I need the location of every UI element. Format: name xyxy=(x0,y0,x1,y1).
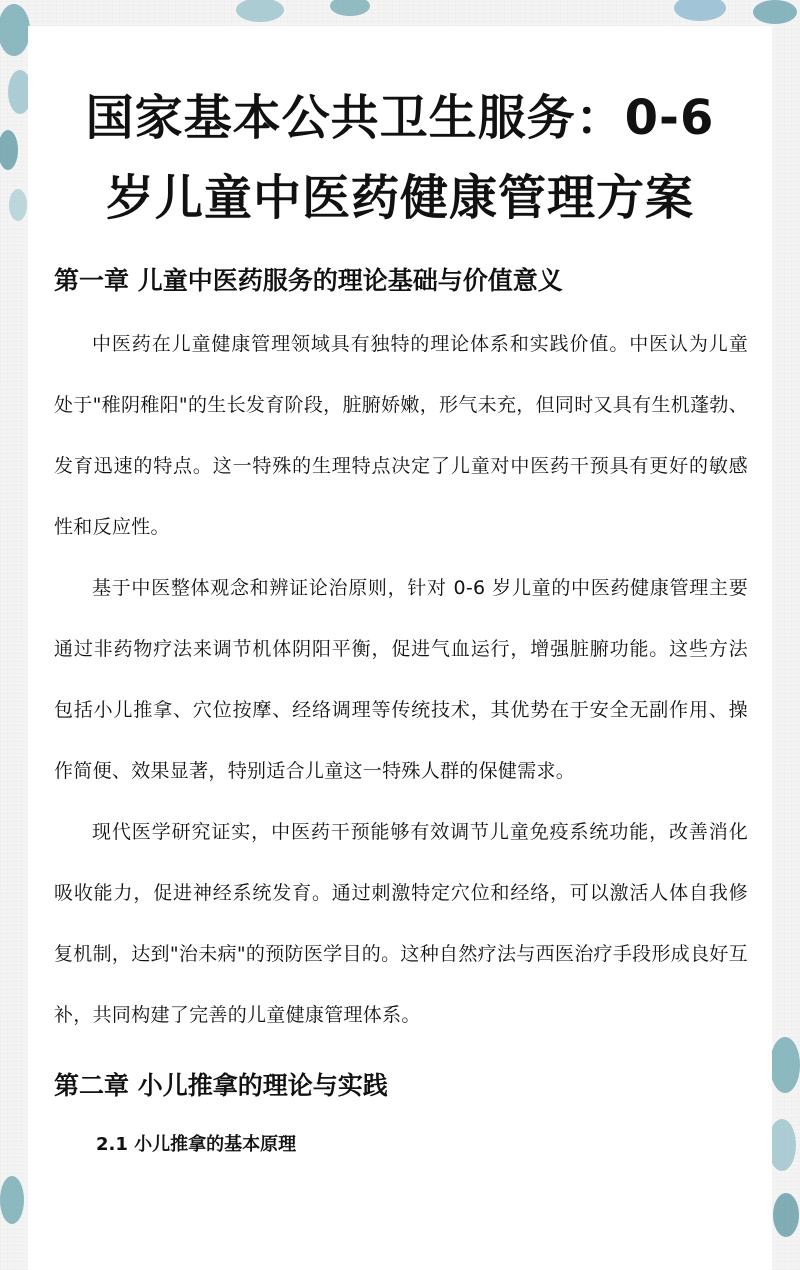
document-title-line-1: 国家基本公共卫生服务：0-6 xyxy=(85,90,715,146)
chapter-1-paragraph-1: 中医药在儿童健康管理领域具有独特的理论体系和实践价值。中医认为儿童处于"稚阴稚阳"的生长发育阶段，脏腑娇嫩，形气未充，但同时又具有生机蓬勃、发育迅速的特点。这一特殊的生理特点决定了儿童对中医药干预具有更好的敏感性和反应性。 xyxy=(54,333,748,538)
chapter-1-heading: 第一章 儿童中医药服务的理论基础与价值意义 xyxy=(54,266,563,295)
chapter-1-paragraph-3: 现代医学研究证实，中医药干预能够有效调节儿童免疫系统功能，改善消化吸收能力，促进神经系统发育。通过刺激特定穴位和经络，可以激活人体自我修复机制，达到"治未病"的预防医学目的。这种自然疗法与西医治疗手段形成良好互补，共同构建了完善的儿童健康管理体系。 xyxy=(54,821,748,1026)
document-page xyxy=(28,26,772,1270)
section-2-1-heading: 2.1 小儿推拿的基本原理 xyxy=(96,1134,297,1155)
document-title xyxy=(28,78,772,238)
chapter-1-paragraph-2: 基于中医整体观念和辨证论治原则，针对 0-6 岁儿童的中医药健康管理主要通过非药物疗法来调节机体阴阳平衡，促进气血运行，增强脏腑功能。这些方法包括小儿推拿、穴位按摩、经络调理等传统技术，其优势在于安全无副作用、操作简便、效果显著，特别适合儿童这一特殊人群的保健需求。 xyxy=(54,577,748,782)
top-right-leaf-decoration xyxy=(230,0,800,26)
document-title-line-2: 岁儿童中医药健康管理方案 xyxy=(105,170,694,226)
chapter-2-heading: 第二章 小儿推拿的理论与实践 xyxy=(54,1071,388,1100)
